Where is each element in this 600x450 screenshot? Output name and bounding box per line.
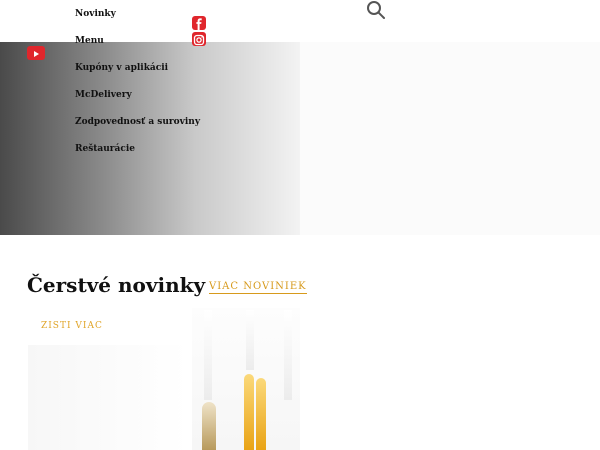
nav-item-kupony[interactable]: Kupóny v aplikácii	[75, 63, 169, 73]
nav-item-restauracie[interactable]: Reštaurácie	[75, 144, 136, 154]
facebook-icon[interactable]	[192, 16, 206, 30]
learn-more-link[interactable]: ZISTI VIAC	[41, 321, 103, 331]
product-image-detail	[204, 310, 212, 400]
fries-image	[256, 378, 266, 450]
search-icon[interactable]	[366, 0, 386, 20]
nav-item-menu[interactable]: Menu	[75, 36, 104, 46]
section-title: Čerstvé novinky	[27, 273, 206, 297]
more-news-link[interactable]: VIAC NOVINIEK	[209, 281, 307, 292]
nav-item-novinky[interactable]: Novinky	[75, 9, 116, 19]
hero-background	[300, 42, 600, 235]
product-image-detail	[246, 310, 254, 370]
instagram-icon[interactable]	[192, 32, 206, 46]
nav-item-zodpovednost[interactable]: Zodpovednosť a suroviny	[75, 117, 201, 127]
fries-image	[202, 402, 216, 450]
fries-image	[244, 374, 254, 450]
nav-item-mcdelivery[interactable]: McDelivery	[75, 90, 132, 100]
product-card-image	[28, 345, 188, 450]
youtube-icon[interactable]	[27, 46, 45, 60]
product-image-detail	[284, 310, 292, 400]
